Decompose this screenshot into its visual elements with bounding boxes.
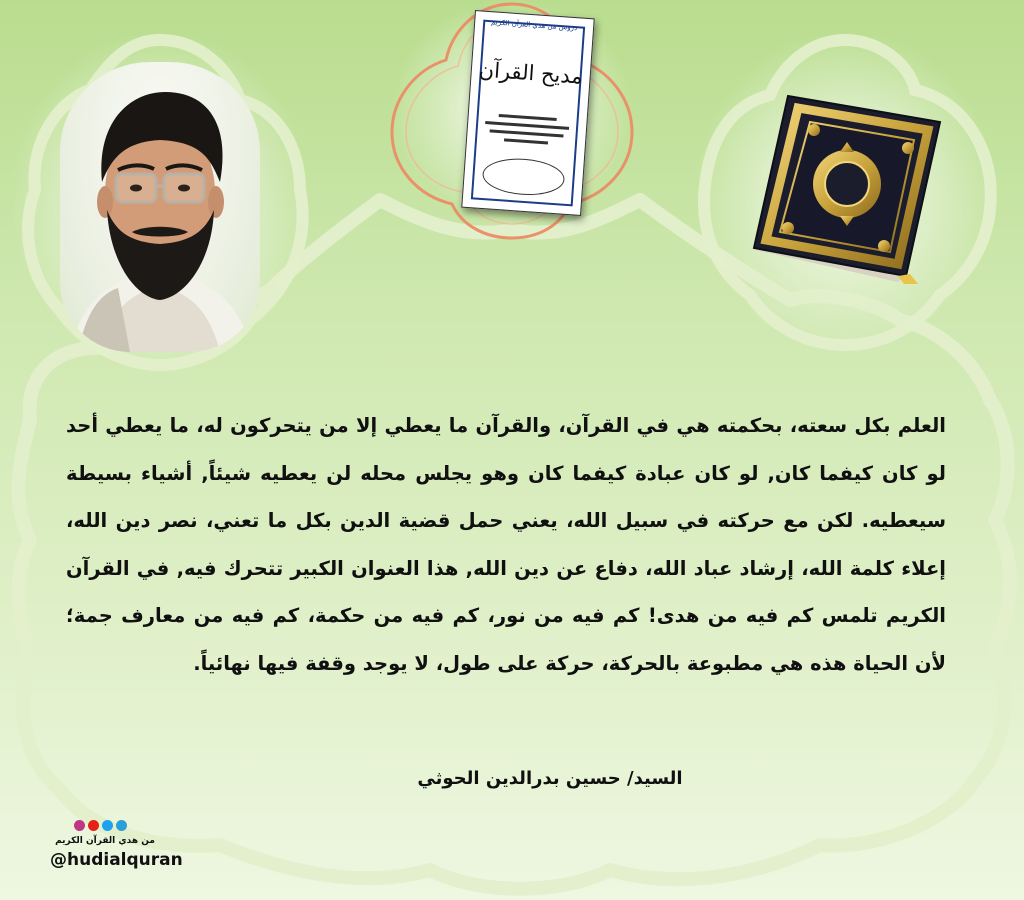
author-signature: السيد/ حسين بدرالدين الحوثي [417, 768, 683, 789]
booklet-text-lines [477, 108, 577, 152]
quote-text: العلم بكل سعته، بحكمته هي في القرآن، والقرآن ما يعطي إلا من يتحركون له، ما يعطي أحد لو كان كيفما كان, لو كان عبادة كيفما كان وهو يجلس محله لن يعطيه شيئاً, أشياء بسيطة سيعطيه. لكن مع حركته في سبيل الله، يعني حمل قضية الدين بكل ما تعني، نصر دين الله، إعلاء كلمة الله، إرشاد عباد الله، دفاع عن دين الله, هذا العنوان الكبير تتحرك فيه, في القرآن الكريم تلمس كم فيه من هدى! كم فيه من نور، كم فيه من حكمة، كم فيه من معارف جمة؛ لأن الحياة هذه هي مطبوعة بالحركة، حركة على طول، لا يوجد وقفة فيها نهائياً. [66, 414, 946, 675]
telegram-icon[interactable] [116, 820, 127, 831]
booklet-series-heading: دروس من هدي القرآن الكريم [490, 18, 578, 33]
youtube-icon[interactable] [88, 820, 99, 831]
brand-block [50, 820, 183, 870]
booklet-cover [461, 10, 595, 216]
booklet-title: مديح القرآن [478, 57, 584, 89]
social-icons [40, 820, 160, 831]
quran-book-image [748, 92, 942, 284]
instagram-icon[interactable] [74, 820, 85, 831]
brand-handle[interactable]: @hudialquran [50, 850, 183, 870]
portrait-photo [60, 62, 260, 352]
brand-name: من هدي القرآن الكريم [55, 836, 155, 846]
twitter-icon[interactable] [102, 820, 113, 831]
